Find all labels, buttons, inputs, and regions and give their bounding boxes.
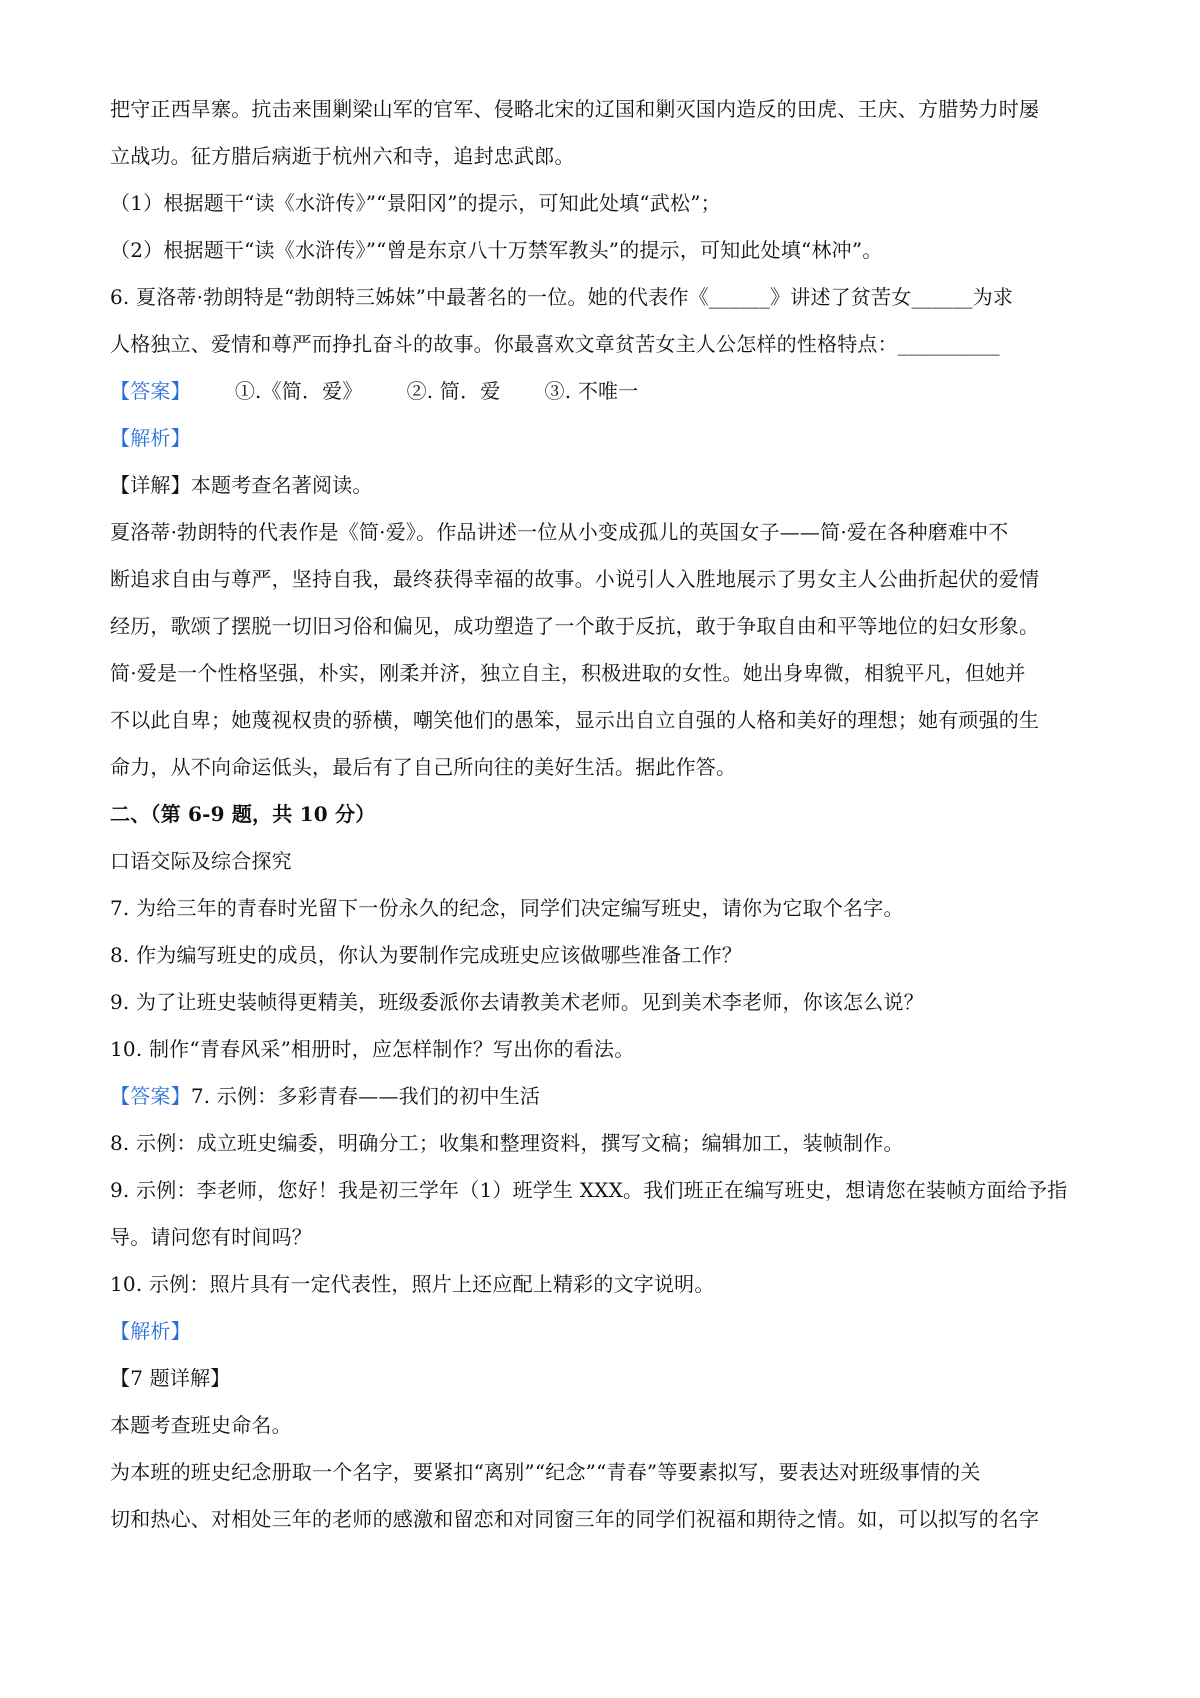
answer-tag: 【答案】: [110, 1084, 191, 1108]
text-line: 简·爱是一个性格坚强，朴实，刚柔并济，独立自主，积极进取的女性。她出身卑微，相貌平凡，但她并: [110, 661, 1026, 685]
text-line: 切和热心、对相处三年的老师的感激和留恋和对同窗三年的同学们祝福和期待之情。如，可以拟写的名字: [110, 1507, 1040, 1531]
analysis-tag: 【解析】: [110, 426, 191, 450]
answer-5-1: （1）根据题干“读《水浒传》”“景阳冈”的提示，可知此处填“武松”；: [110, 191, 721, 215]
question-9: 9. 为了让班史装帧得更精美，班级委派你去请教美术老师。见到美术李老师，你该怎么说？: [110, 990, 924, 1014]
text-line: 把守正西旱寨。抗击来围剿梁山军的官军、侵略北宋的辽国和剿灭国内造反的田虎、王庆、方腊势力时屡: [110, 97, 1040, 121]
answer-9-line: 9. 示例：李老师，您好！我是初三学年（1）班学生 XXX。我们班正在编写班史，想请您在装帧方面给予指: [110, 1178, 1068, 1202]
answer-item: ②. 简．爱: [406, 379, 501, 403]
question-10: 10. 制作“青春风采”相册时，应怎样制作？写出你的看法。: [110, 1037, 635, 1061]
text-line: 本题考查班史命名。: [110, 1413, 292, 1437]
detail-heading: 【7 题详解】: [110, 1366, 231, 1390]
section-subtitle: 口语交际及综合探究: [110, 849, 292, 873]
text-line: 立战功。征方腊后病逝于杭州六和寺，追封忠武郎。: [110, 144, 575, 168]
answer-8: 8. 示例：成立班史编委，明确分工；收集和整理资料，撰写文稿；编辑加工，装帧制作。: [110, 1131, 904, 1155]
text-line: 为本班的班史纪念册取一个名字，要紧扣“离别”“纪念”“青春”等要素拟写，要表达对班级事情的关: [110, 1460, 981, 1484]
section-heading: 二、（第 6-9 题，共 10 分）: [110, 802, 376, 826]
analysis-tag: 【解析】: [110, 1319, 191, 1343]
question-8: 8. 作为编写班史的成员，你认为要制作完成班史应该做哪些准备工作？: [110, 943, 743, 967]
answer-6: [110, 368, 1110, 415]
text-line: 不以此自卑；她蔑视权贵的骄横，嘲笑他们的愚笨，显示出自立自强的人格和美好的理想；她有顽强的生: [110, 708, 1040, 732]
text-line: 断追求自由与尊严，坚持自我，最终获得幸福的故事。小说引人入胜地展示了男女主人公曲折起伏的爱情: [110, 567, 1040, 591]
answer-item: ①.《简．爱》: [234, 379, 363, 403]
answer-item: ③. 不唯一: [544, 379, 639, 403]
detail-heading: 【详解】本题考查名著阅读。: [110, 473, 373, 497]
answer-9-line: 导。请问您有时间吗？: [110, 1225, 312, 1249]
answer-tag: 【答案】: [110, 379, 191, 403]
text-line: 夏洛蒂·勃朗特的代表作是《简·爱》。作品讲述一位从小变成孤儿的英国女子——简·爱在各种磨难中不: [110, 520, 1009, 544]
text-line: 命力，从不向命运低头，最后有了自己所向往的美好生活。据此作答。: [110, 755, 737, 779]
answer-text: 7. 示例：多彩青春——我们的初中生活: [190, 1084, 541, 1108]
question-6-line: 人格独立、爱情和尊严而挣扎奋斗的故事。你最喜欢文章贫苦女主人公怎样的性格特点：__________: [110, 332, 1000, 356]
text-line: 经历，歌颂了摆脱一切旧习俗和偏见，成功塑造了一个敢于反抗，敢于争取自由和平等地位的妇女形象。: [110, 614, 1040, 638]
question-7: 7. 为给三年的青春时光留下一份永久的纪念，同学们决定编写班史，请你为它取个名字。: [110, 896, 904, 920]
question-6-line: 6. 夏洛蒂·勃朗特是“勃朗特三姊妹”中最著名的一位。她的代表作《______》讲述了贫苦女______为求: [110, 285, 1014, 309]
answer-7: [110, 1073, 1110, 1120]
document-body: [110, 86, 1110, 1543]
answer-10: 10. 示例：照片具有一定代表性，照片上还应配上精彩的文字说明。: [110, 1272, 715, 1296]
answer-5-2: （2）根据题干“读《水浒传》”“曾是东京八十万禁军教头”的提示，可知此处填“林冲”。: [110, 238, 883, 262]
